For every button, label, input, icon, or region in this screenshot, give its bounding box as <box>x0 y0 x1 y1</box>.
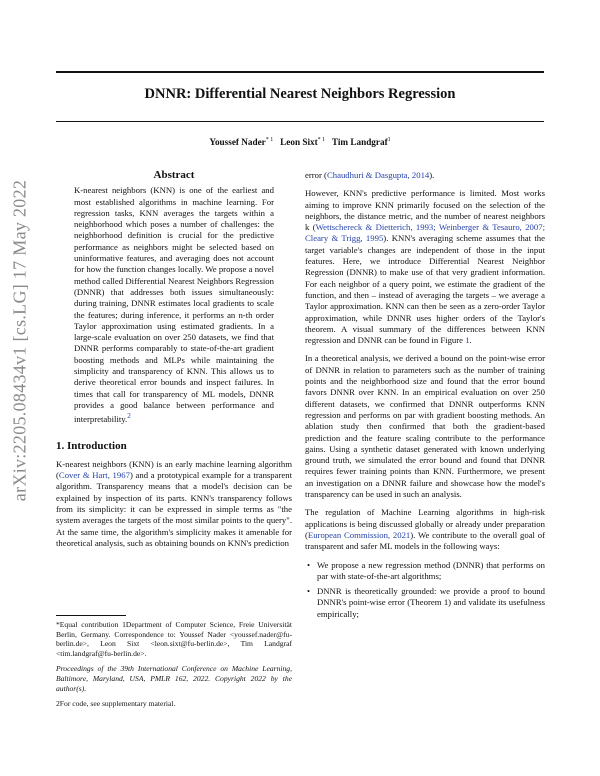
arxiv-stamp: arXiv:2205.08434v1 [cs.LG] 17 May 2022 <box>9 179 30 502</box>
intro-text: ) and a prototypical example for a transparent algorithm. Transparency means that a model's decision can be explained by inspection of its parts. KNN's transparency follows from its simplicity: it can be expressed in simple terms as "the system averages the targets of the most similar points to the query". At the same time, the algorithm's simplicity makes it amenable for theoretical analysis, such as obtaining bounds on KNN's prediction <box>56 470 292 548</box>
list-item <box>307 559 545 583</box>
list-item-text: We propose a new regression method (DNNR) that performs on par with state-of-the-art algorithms; <box>317 559 545 581</box>
abstract-body <box>74 185 274 425</box>
right-paragraph: In a theoretical analysis, we derived a bound on the point-wise error of DNNR in relation to parameters such as the number of training points and the neighborhood size and found that the error bound favors DNNR over KNN. In an empirical evaluation on over 250 different datasets, we confirmed that DNNR outperforms KNN regression and performs on par with gradient boosting methods. An ablation study then confirmed that both the gradient-based prediction and the feature scaling contribute to the performance gains. Using a synthetic dataset generated with known underlying ground truth, we simulated the error bound and found that DNNR requires fewer training points than KNN. Furthermore, we present an investigation on a DNNR failure and showcase how the model's transparency can be used in such an analysis. <box>305 353 545 500</box>
author-name: Youssef Nader <box>209 137 266 148</box>
author-affil-mark: 1 <box>387 137 391 143</box>
section-heading-introduction: 1. Introduction <box>56 440 127 453</box>
affiliation-footnote: *Equal contribution 1Department of Computer Science, Freie Universität Berlin, Germany. Correspondence to: Youssef Nader <youssef.nader@fu-berlin.de>, Leon Sixt <leon.sixt@fu-berlin.de>, Tim Landgraf <tim.landgraf@fu-berlin.de>. <box>56 620 292 658</box>
footnote-mark[interactable]: 2 <box>127 412 131 421</box>
abstract-text: K-nearest neighbors (KNN) is one of the earliest and most established algorithms in machine learning. For regression tasks, KNN averages the targets within a neighborhood which poses a number of challenges: the neighborhood definition is crucial for the predictive performance as neighbors might be selected based on uninformative features, and averaging does not account for how the function changes locally. We propose a novel method called Differential Nearest Neighbors Regression (DNNR) that addresses both issues simultaneously: during training, DNNR estimates local gradients to scale the features; during inference, it performs an n-th order Taylor approximation using estimated gradients. In a large-scale evaluation on over 250 datasets, we find that DNNR performs comparably to state-of-the-art gradient boosting methods and MLPs while maintaining the simplicity and transparency of KNN. This allows us to derive theoretical error bounds and inspect failures. In times that call for transparency of ML models, DNNR provides a good balance between performance and interpretability. <box>74 185 274 425</box>
title-bottom-rule <box>56 121 544 122</box>
body-text: ). KNN's averaging scheme assumes that the target variable's changes are independent of those in the input features. Here, we introduce Differential Nearest Neighbor Regression (DNNR) to make use of that very gradient information. For each neighbor of a query point, we estimate the gradient of the function, and then – instead of averaging the targets – we average a Taylor approximation. KNN can then be seen as a zero-order Taylor approximation, while DNNR uses higher orders of the Taylor's theorem. A visual summary of the differences between KNN regression and DNNR can be found in Figure <box>305 233 545 346</box>
body-text: However, KNN's predictive performance is limited. Most works aiming to improve KNN primarily focused on the selection of the neighbors, the distance metric, and the number of nearest neighbors k ( <box>305 188 545 233</box>
body-text: error ( <box>305 170 327 180</box>
author-affil-mark: * 1 <box>265 137 274 143</box>
left-column <box>56 170 292 556</box>
author-line <box>56 137 544 147</box>
citation-link[interactable]: Chaudhuri & Dasgupta, 2014 <box>326 170 430 180</box>
author-name: Leon Sixt <box>280 137 318 148</box>
footnote-rule <box>56 615 126 616</box>
footnotes <box>56 615 292 715</box>
body-text: ). We contribute to the overall goal of transparent and safer ML models in the following ways: <box>305 529 546 552</box>
contribution-list <box>305 560 545 620</box>
right-column <box>305 170 545 624</box>
code-footnote: 2For code, see supplementary material. <box>56 699 176 709</box>
proceedings-note: Proceedings of the 39th International Conference on Machine Learning, Baltimore, Maryland, USA, PMLR 162, 2022. Copyright 2022 by the author(s). <box>56 664 292 693</box>
citation-link[interactable]: European Commission, 2021 <box>307 529 411 540</box>
right-paragraph <box>305 507 545 552</box>
intro-text: K-nearest neighbors (KNN) is an early machine learning algorithm ( <box>56 458 292 481</box>
citation-link[interactable]: Cover & Hart, 1967 <box>58 470 130 481</box>
author-name: Tim Landgraf <box>331 137 388 148</box>
body-text: ). <box>429 170 435 180</box>
paper-title: DNNR: Differential Nearest Neighbors Regression <box>144 86 456 102</box>
body-text: The regulation of Machine Learning algorithms in high-risk applications is being discussed globally or already under preparation ( <box>305 507 545 540</box>
intro-paragraph <box>56 459 292 549</box>
right-paragraph <box>305 170 545 181</box>
figure-link[interactable]: 1 <box>465 335 470 346</box>
bullet-icon: • <box>307 586 311 597</box>
bullet-icon: • <box>307 559 311 570</box>
list-item-text: DNNR is theoretically grounded: we provide a proof to bound DNNR's point-wise error (Theorem 1) and validate its usefulness empirically; <box>317 586 545 619</box>
list-item <box>307 586 545 620</box>
body-text: . <box>469 335 472 346</box>
author-affil-mark: * 1 <box>317 137 326 143</box>
citation-link[interactable]: Wettschereck & Dietterich, 1993; Weinberger & Tesauro, 2007; Cleary & Trigg, 1995 <box>305 222 545 244</box>
title-top-rule <box>56 71 544 73</box>
right-paragraph <box>305 188 545 346</box>
abstract-heading: Abstract <box>153 169 195 181</box>
